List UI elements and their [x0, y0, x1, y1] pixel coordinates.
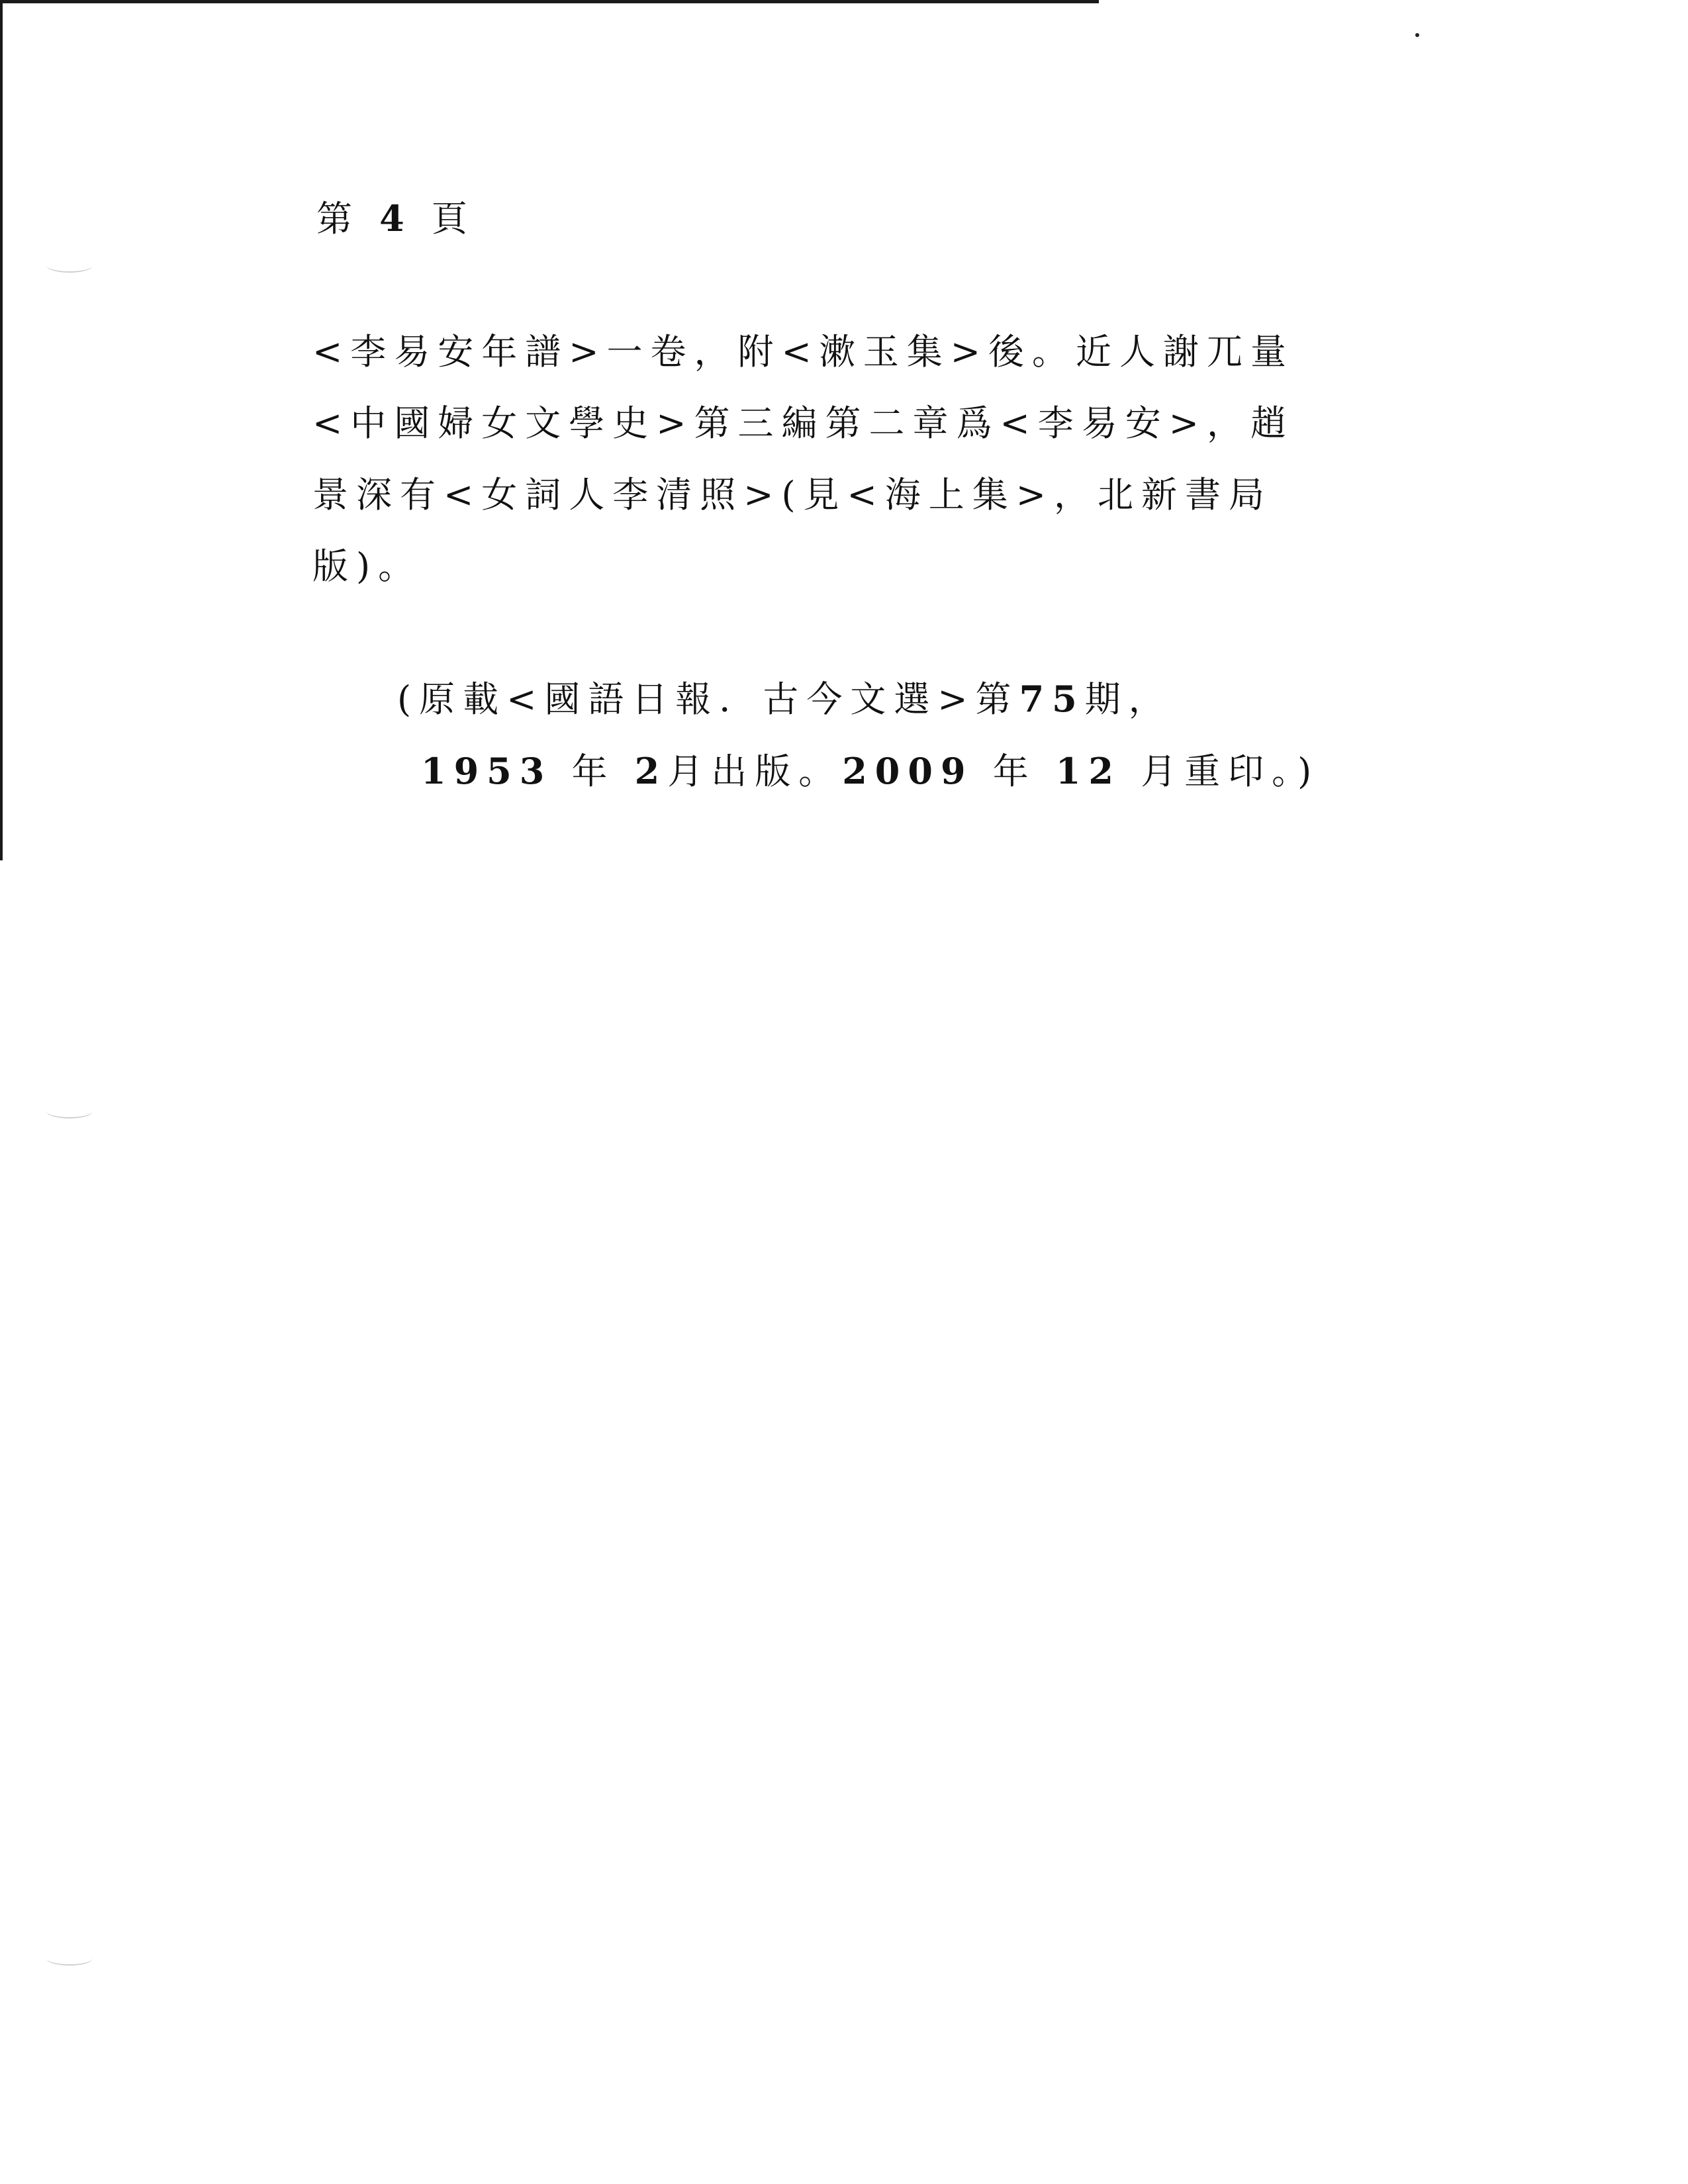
month-published: 2 [634, 750, 668, 792]
page-number [316, 191, 475, 242]
source-note-line-1 [397, 663, 1324, 735]
source-suffix: 期， [1084, 678, 1172, 720]
month-suffix: 月出版。 [667, 751, 843, 792]
year-published: 1953 [421, 750, 553, 792]
body-line: 景深有<女詞人李清照>(見<海上集>，北新書局 [312, 474, 1273, 516]
scan-edge-top [0, 0, 1099, 3]
issue-number: 75 [1019, 678, 1085, 720]
year-reprint: 2009 [842, 750, 974, 792]
punch-hole-mark [46, 1951, 93, 1966]
body-line: <李易安年譜>一卷，附<漱玉集>後。近人謝兀量 [312, 331, 1294, 373]
page-number-value: 4 [379, 197, 412, 240]
source-note-line-2 [397, 735, 1324, 807]
punch-hole-mark [46, 258, 93, 273]
page-number-suffix: 頁 [431, 198, 475, 240]
scan-edge-left [0, 0, 3, 860]
page-number-prefix: 第 [316, 198, 360, 240]
month-reprint: 12 [1055, 750, 1122, 792]
month-reprint-suffix: 月重印。) [1141, 751, 1320, 792]
body-line: 版)。 [312, 545, 422, 587]
year-reprint-suffix: 年 [992, 751, 1037, 792]
body-paragraph [312, 316, 1398, 602]
body-line: <中國婦女文學史>第三編第二章爲<李易安>，趙 [312, 402, 1294, 444]
year-suffix: 年 [571, 751, 616, 792]
punch-hole-mark [46, 1104, 93, 1118]
source-prefix: (原載<國語日報．古今文選>第 [397, 678, 1019, 720]
source-note [397, 663, 1324, 807]
scan-speck [1415, 33, 1419, 37]
